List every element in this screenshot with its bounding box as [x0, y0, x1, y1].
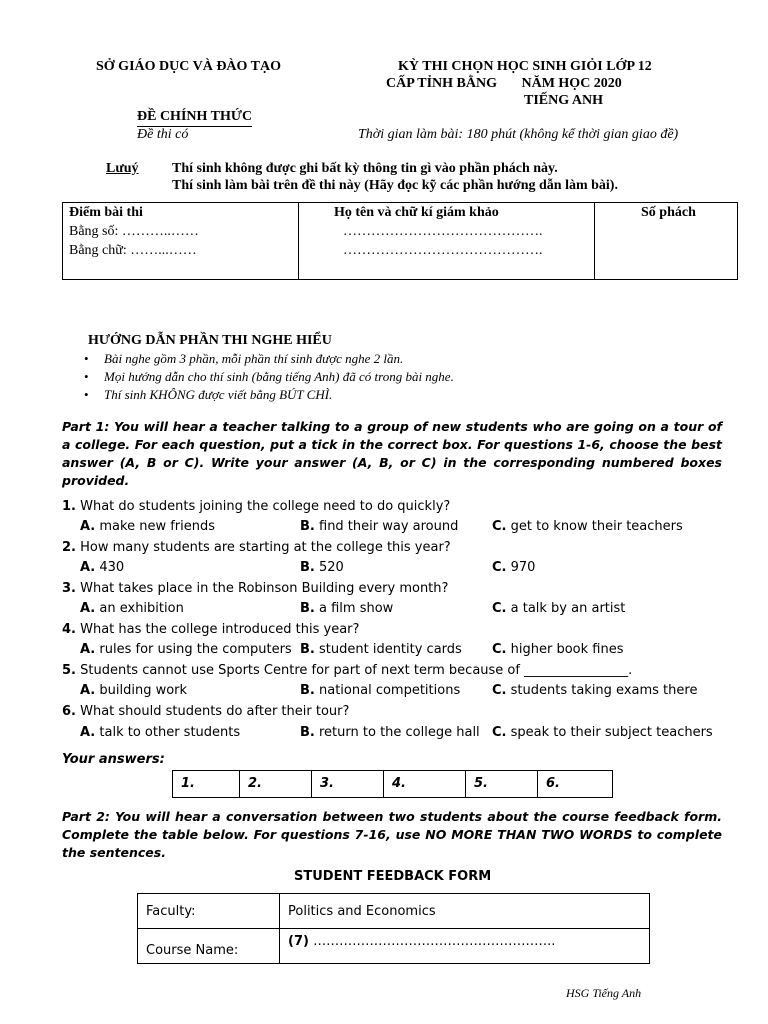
table-row [138, 929, 649, 963]
note-line2: Thí sinh làm bài trên đề thi này (Hãy đọc kỹ các phần hướng dẫn làm bài). [172, 178, 618, 193]
listening-bullet: • Thí sinh KHÔNG được viết bằng BÚT CHÌ. [104, 387, 332, 403]
q6-option-b[interactable]: B. return to the college hall [300, 725, 480, 740]
official-label: ĐỀ CHÍNH THỨC [137, 109, 252, 127]
question-text: What do students joining the college need to do quickly? [75, 499, 451, 514]
q4-option-b[interactable]: B. student identity cards [300, 642, 462, 657]
page-count: Đề thi có [137, 127, 189, 142]
q2-option-c[interactable]: C. 970 [492, 560, 536, 575]
footer-text: HSG Tiếng Anh [566, 986, 642, 1000]
question-text: What takes place in the Robinson Building every month? [75, 581, 449, 596]
question-text: What has the college introduced this year? [75, 622, 360, 637]
score-in-digits[interactable]: Bằng số: ………..…… [69, 224, 199, 239]
q3-option-a[interactable]: A. an exhibition [80, 601, 184, 616]
q5-option-c[interactable]: C. students taking exams there [492, 683, 698, 698]
faculty-label: Faculty: [138, 894, 280, 928]
table-row [138, 894, 649, 929]
answer-box-6[interactable]: 6. [546, 776, 560, 791]
course-name-label: Course Name: [138, 929, 280, 963]
q1-option-c[interactable]: C. get to know their teachers [492, 519, 683, 534]
q4-option-a[interactable]: A. rules for using the computers [80, 642, 292, 657]
exam-title-line2: CẤP TỈNH BẰNG NĂM HỌC 2020 [386, 76, 622, 91]
score-in-words[interactable]: Bằng chữ: ……...…… [69, 243, 197, 258]
examiner-line1[interactable]: ……………………………………. [343, 224, 543, 239]
question-5 [62, 663, 632, 678]
question-text: How many students are starting at the college this year? [75, 540, 451, 555]
question-4 [62, 622, 359, 637]
listening-bullet: • Bài nghe gồm 3 phần, mỗi phần thí sinh được nghe 2 lần. [104, 351, 403, 367]
answer-box-2[interactable]: 2. [240, 771, 312, 797]
question-number: 2. [62, 540, 76, 555]
question-6 [62, 704, 349, 719]
question-1 [62, 499, 450, 514]
feedback-form-title: STUDENT FEEDBACK FORM [294, 869, 492, 884]
answers-label: Your answers: [62, 752, 165, 767]
exam-title-line1: KỲ THI CHỌN HỌC SINH GIỎI LỚP 12 [398, 59, 652, 74]
answer-box-5[interactable]: 5. [466, 771, 538, 797]
answer-blank: ……………………………………………….. [308, 934, 556, 949]
q3-option-b[interactable]: B. a film show [300, 601, 394, 616]
note-label: Lưuý [106, 161, 139, 176]
q2-option-b[interactable]: B. 520 [300, 560, 344, 575]
course-name-answer[interactable] [280, 929, 649, 963]
q6-option-c[interactable]: C. speak to their subject teachers [492, 725, 713, 740]
answer-boxes [172, 770, 613, 798]
q4-option-c[interactable]: C. higher book fines [492, 642, 624, 657]
score-table [62, 202, 738, 280]
examiner-header: Họ tên và chữ kí giám khảo [334, 205, 499, 220]
feedback-form-table [137, 893, 650, 964]
part2-instructions: Part 2: You will hear a conversation between two students about the course feedback form. Complete the table below. For questions 7-16, use NO MORE THAN TWO WORDS to complete the sentences. [62, 809, 722, 860]
answer-box-4[interactable]: 4. [384, 771, 466, 797]
exam-subject: TIẾNG ANH [524, 93, 603, 108]
question-3 [62, 581, 448, 596]
q1-option-a[interactable]: A. make new friends [80, 519, 216, 534]
question-number: 4. [62, 622, 76, 637]
serial-header: Số phách [641, 205, 696, 220]
q3-option-c[interactable]: C. a talk by an artist [492, 601, 626, 616]
answer-box-1[interactable]: 1. [173, 771, 240, 797]
question-number: 5. [62, 663, 76, 678]
score-header: Điểm bài thi [69, 205, 143, 220]
listening-bullet: • Mọi hướng dẫn cho thí sinh (bằng tiếng Anh) đã có trong bài nghe. [104, 369, 454, 385]
question-number: (7) [288, 934, 309, 949]
q1-option-b[interactable]: B. find their way around [300, 519, 459, 534]
faculty-value: Politics and Economics [288, 904, 436, 919]
q5-option-b[interactable]: B. national competitions [300, 683, 461, 698]
note-line1: Thí sinh không được ghi bất kỳ thông tin gì vào phần phách này. [172, 161, 558, 176]
question-text: What should students do after their tour? [75, 704, 350, 719]
q6-option-a[interactable]: A. talk to other students [80, 725, 241, 740]
listening-heading: HƯỚNG DẪN PHẦN THI NGHE HIỂU [88, 333, 332, 348]
department-name: SỞ GIÁO DỤC VÀ ĐÀO TẠO [96, 59, 282, 74]
q5-option-a[interactable]: A. building work [80, 683, 188, 698]
q2-option-a[interactable]: A. 430 [80, 560, 125, 575]
question-2 [62, 540, 451, 555]
part1-instructions: Part 1: You will hear a teacher talking to a group of new students who are going on a tour of a college. For each question, put a tick in the correct box. For questions 1-6, choose the best answer (A, B or C). Write your answer (A, B, or C) in the corresponding numbered boxes provided. [62, 419, 722, 488]
question-text: Students cannot use Sports Centre for part of next term because of ________________. [75, 663, 633, 678]
exam-time: Thời gian làm bài: 180 phút (không kể thời gian giao đề) [358, 127, 679, 142]
question-number: 6. [62, 704, 76, 719]
examiner-line2[interactable]: ……………………………………. [343, 243, 543, 258]
answer-box-3[interactable]: 3. [312, 771, 384, 797]
question-number: 1. [62, 499, 76, 514]
question-number: 3. [62, 581, 76, 596]
